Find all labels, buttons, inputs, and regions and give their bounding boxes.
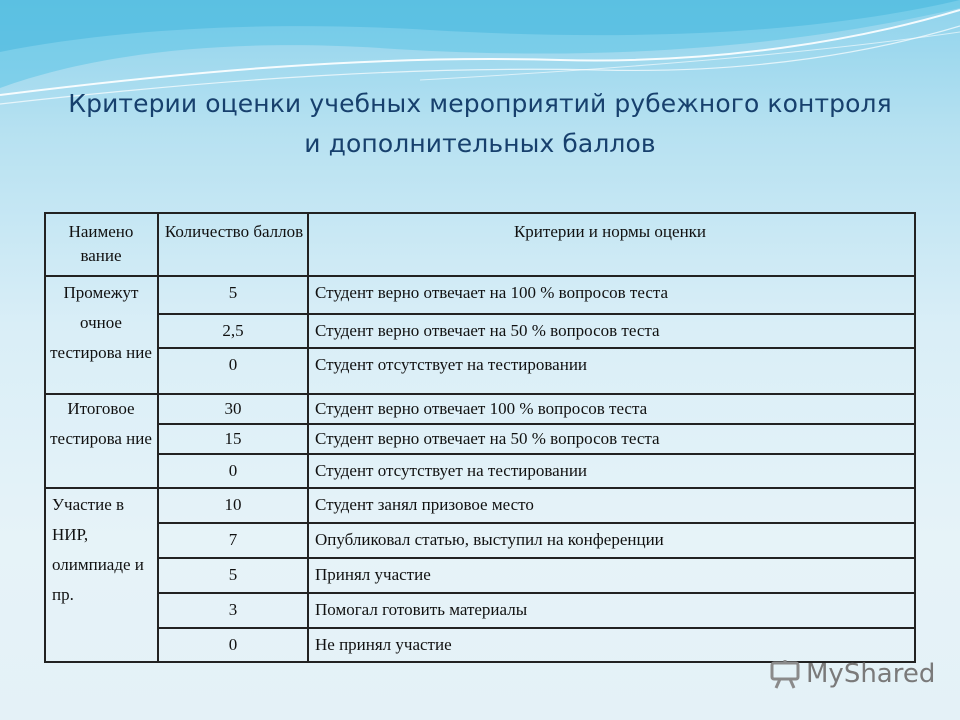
slide-title	[0, 84, 960, 164]
presentation-screen-icon	[768, 657, 802, 691]
row-points: 7	[228, 530, 238, 549]
table-border-left	[44, 212, 46, 662]
row-points: 5	[228, 565, 238, 584]
row-points: 15	[224, 429, 242, 448]
column-divider-2	[307, 212, 309, 662]
row-criteria: Студент отсутствует на тестировании	[315, 355, 588, 374]
slide-title-line-1: Критерии оценки учебных мероприятий рубежного контроля	[68, 89, 892, 118]
row-points: 0	[228, 635, 238, 654]
row-criteria: Студент верно отвечает на 50 % вопросов теста	[315, 429, 660, 448]
row-criteria: Не принял участие	[315, 635, 452, 654]
row-criteria: Помогал готовить материалы	[315, 600, 528, 619]
row-criteria: Студент верно отвечает 100 % вопросов теста	[315, 399, 648, 418]
row-points: 10	[224, 495, 242, 514]
slide-title-line-2: и дополнительных баллов	[304, 129, 656, 158]
row-criteria: Студент верно отвечает на 100 % вопросов теста	[315, 283, 669, 302]
row-points: 2,5	[222, 321, 244, 340]
watermark-logo	[768, 656, 935, 692]
header-name: Наимено вание	[68, 222, 134, 265]
table-border-right	[914, 212, 916, 662]
row-criteria: Принял участие	[315, 565, 431, 584]
header-points: Количество баллов	[164, 222, 304, 241]
row-criteria: Студент занял призовое место	[315, 495, 534, 514]
row-criteria: Студент отсутствует на тестировании	[315, 461, 588, 480]
row-criteria: Опубликовал статью, выступил на конференции	[315, 530, 664, 549]
row-points: 30	[224, 399, 242, 418]
row-points: 0	[228, 461, 238, 480]
watermark-text: MyShared	[806, 659, 936, 689]
table-border-top	[44, 212, 916, 214]
criteria-table	[44, 212, 916, 662]
row-points: 0	[228, 355, 238, 374]
column-divider-1	[157, 212, 159, 662]
group-name: Промежут очное тестирова ние	[50, 283, 152, 362]
group-name: Итоговое тестирова ние	[50, 399, 152, 448]
row-criteria: Студент верно отвечает на 50 % вопросов теста	[315, 321, 660, 340]
row-points: 5	[228, 283, 238, 302]
group-name: Участие в НИР, олимпиаде и пр.	[52, 495, 144, 604]
row-points: 3	[228, 600, 238, 619]
header-criteria: Критерии и нормы оценки	[513, 222, 707, 241]
